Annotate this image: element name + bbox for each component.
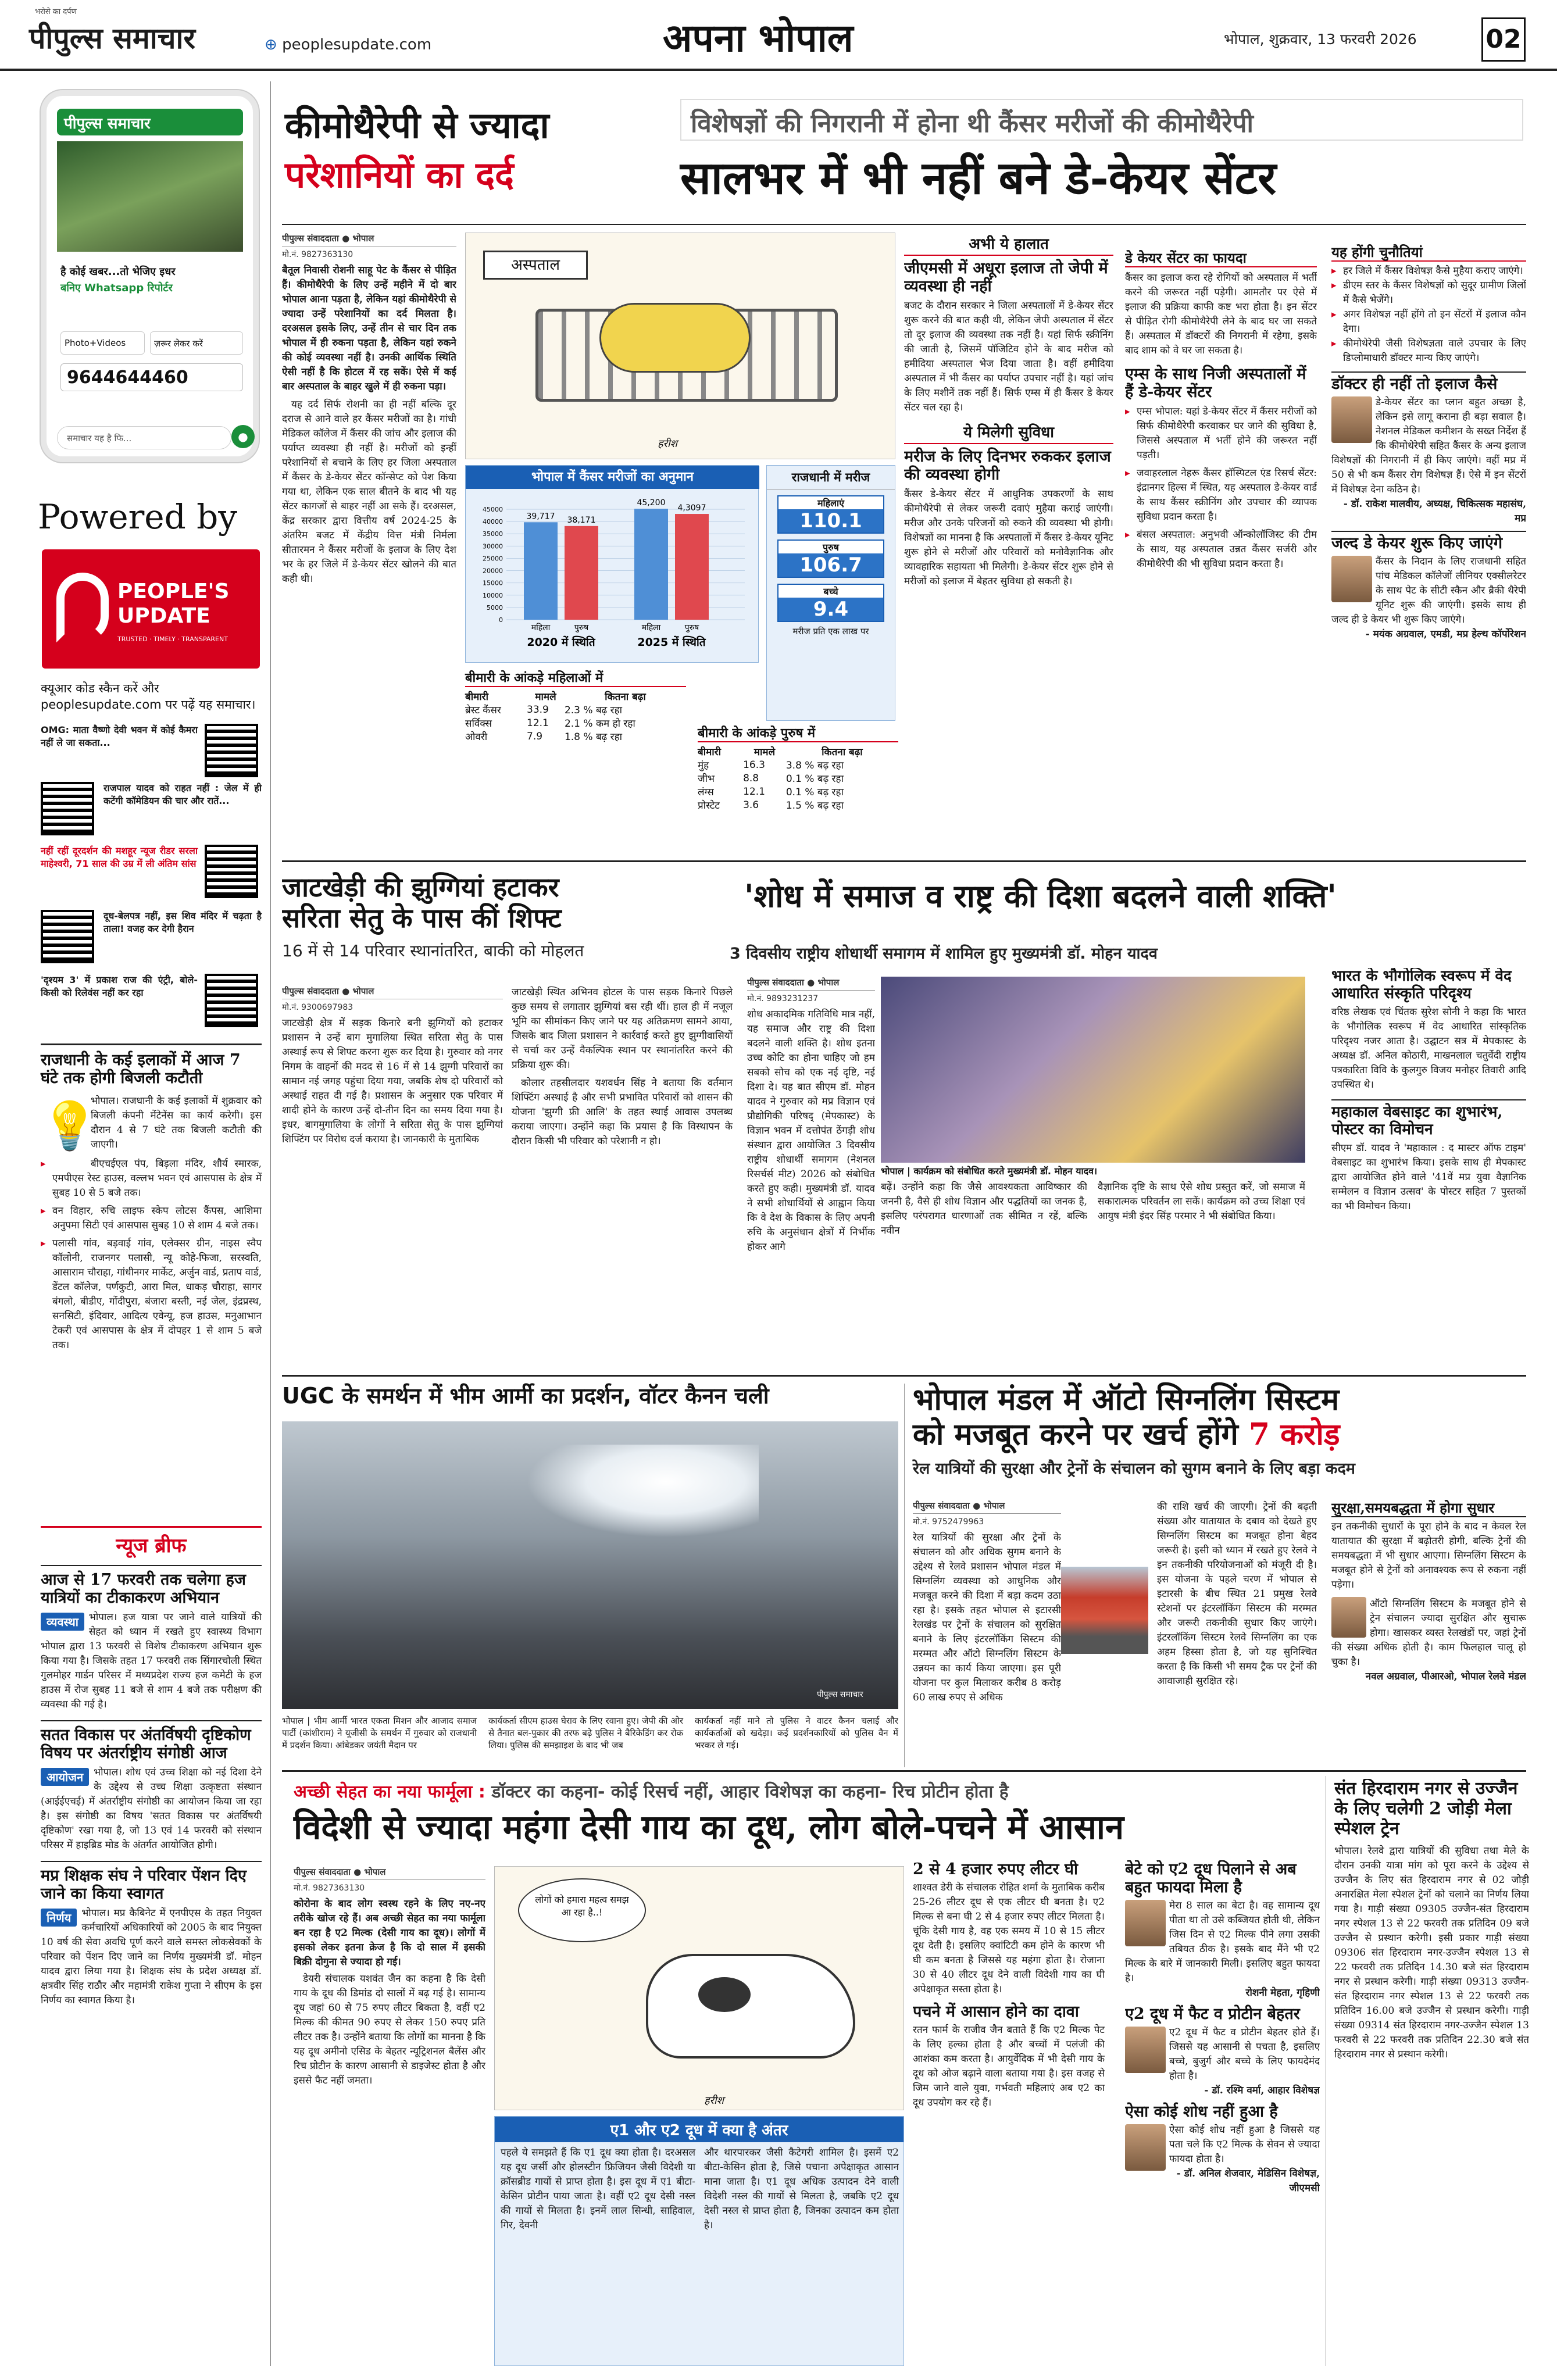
challenge-item: ▸ हर जिले में कैंसर विशेषज्ञ कैसे मुहैया कराए जाएंगे।	[1331, 264, 1526, 278]
website-link[interactable]	[265, 36, 431, 53]
body-text: कोरोना के बाद लोग स्वस्थ रहने के लिए नए-नए तरीके खोज रहे हैं। अब अच्छी सेहत का नया फार्मूला बन रहा है ए2 मिल्क (देसी गाय का दूध)। लोगों में इसको लेकर इतना क्रेज है कि दो साल में इसकी बिक्री दोगुना से ज्यादा हो गई।	[294, 1898, 485, 1968]
sub-headline: मरीज के लिए दिनभर रुककर इलाज की व्यवस्था होगी	[904, 448, 1111, 484]
jatkhedi-story	[282, 872, 735, 1372]
hospital-sign: अस्पताल	[483, 251, 588, 280]
qr-code[interactable]	[41, 782, 94, 835]
quote-author: रोशनी मेहता, गृहिणी	[1245, 1987, 1320, 1999]
quote-author: - डॉ. अनिल शेजवार, मेडिसिन विशेषज्ञ, जीएमसी	[1176, 2168, 1320, 2195]
shodh-photo-caption: भोपाल | कार्यक्रम को संबोधित करते मुख्यमंत्री डॉ. मोहन यादव।	[881, 1166, 1098, 1177]
rail-hl1: भोपाल मंडल में ऑटो सिग्नलिंग सिस्टम	[913, 1382, 1340, 1417]
rail-side	[1331, 1500, 1526, 1767]
stat-label: बच्चे	[823, 586, 838, 597]
x-tick-label: महिला	[531, 623, 551, 632]
news-brief	[41, 1526, 262, 2369]
quote-text: डे-केयर सेंटर का प्लान बहुत अच्छा है, लेकिन इसे लागू कराना ही बड़ा सवाल है। नेशनल मेडिकल कमीशन के सख्त निर्देश हैं कि कीमोथेरेपी सहित कैंसर के अन्य इलाज विशेषज्ञों की निगरानी में ही किए जाएंगे। वहीं मप्र में 50 से भी कम कैंसर रोग विशेषज्ञ हैं। ऐसे में इन सेंटरों में विशेषज्ञ देना कठिन है।	[1331, 396, 1526, 495]
y-tick-label: 35000	[483, 530, 503, 538]
table-row: मुंह 16.3 3.8 % बढ़ रहा	[698, 759, 844, 771]
jatkhedi-col1	[282, 985, 503, 1147]
hospital-item: ▸ एम्स भोपाल: यहां डे-केयर सेंटर में कैंसर मरीजों को सिर्फ कीमोथैरेपी करवाकर घर जाने की सुविधा है, जिससे अस्पताल में भर्ती होने की जरूरत नहीं पड़ती।	[1125, 405, 1317, 463]
bar	[634, 509, 668, 620]
stat-value: 106.7	[779, 553, 883, 577]
qr-item[interactable]	[41, 782, 262, 834]
page-number: 02	[1481, 17, 1526, 62]
capital-stat	[777, 584, 884, 622]
y-tick-label: 40000	[483, 518, 503, 526]
sub-headline: 2 से 4 हजार रुपए लीटर घी	[913, 1860, 1078, 1878]
byline-phone: मो.नं. 9893231237	[747, 994, 819, 1003]
promo-line1: है कोई खबर...तो भेजिए इधर	[60, 266, 176, 278]
shodh-side	[1331, 968, 1526, 1375]
byline: पीपुल्स संवाददाता ● भोपाल	[747, 977, 875, 991]
capital-stat	[777, 495, 884, 534]
bar-value-label: 45,200	[637, 498, 666, 508]
chart-svg	[466, 489, 759, 663]
sub-headline: ए2 दूध में फैट व प्रोटीन बेहतर	[1125, 2005, 1300, 2024]
y-tick-label: 15000	[483, 579, 503, 587]
doctor-photo	[1125, 2124, 1166, 2171]
body-text: इन तकनीकी सुधारों के पूरा होने के बाद न केवल रेल यातायात की सुरक्षा में बढ़ोतरी होगी, बल्कि ट्रेनों की समयबद्धता में भी सुधार आएगा। सिग्नलिंग सिस्टम के मजबूत होने से ट्रेनों को अनावश्यक रूप से रुकना नहीं पड़ेगा।	[1331, 1520, 1526, 1591]
scan-instruction: क्यूआर कोड स्कैन करें और peoplesupdate.com पर पढ़ें यह समाचार।	[41, 681, 256, 712]
body-text: रेल यात्रियों की सुरक्षा और ट्रेनों के संचालन को और अधिक सुगम बनाने के उद्देश्य से रेलवे प्रशासन भोपाल मंडल में सिग्नलिंग व्यवस्था को आधुनिक और मजबूत करने की दिशा में बड़ा कदम उठा रहा है। इसके तहत भोपाल से इटारसी रेलखंड पर ट्रेनों के संचालन को सुरक्षित बनाने के लिए इंटरलॉकिंग सिस्टम की मरम्मत और ऑटो सिग्नलिंग सिस्टम के उन्नयन का कार्य किया जाएगा। इस पूरी योजना पर कुल मिलाकर करीब 8 करोड़ 60 लाख रुपए से अधिक	[913, 1532, 1061, 1703]
y-tick-label: 30000	[483, 542, 503, 551]
bulb-icon: 💡	[41, 1099, 99, 1153]
rule	[282, 224, 1526, 225]
shodh-photo	[881, 977, 1305, 1163]
promo-photo	[57, 141, 243, 252]
sub-headline: यह होंगी चुनौतियां	[1331, 244, 1526, 262]
rail-amount: 7 करोड़	[1248, 1416, 1340, 1452]
chart-title: भोपाल में कैंसर मरीजों का अनुमान	[466, 466, 759, 489]
brief-title: न्यूज ब्रीफ	[41, 1526, 262, 1558]
jatkhedi-col2	[512, 985, 733, 1149]
body-text: की राशि खर्च की जाएगी। ट्रेनों की बढ़ती संख्या और यातायात के दबाव को देखते हुए सिग्नलिंग सिस्टम का मजबूत होना बेहद जरूरी है। इसी को ध्यान में रखते हुए रेलवे ने इन तकनीकी परियोजनाओं को मंजूरी दी है। इस योजना के पहले चरण में भोपाल से इटारसी के बीच स्थित 21 प्रमुख रेलवे स्टेशनों पर इंटरलॉकिंग सिस्टम की मरम्मत और जरूरी तकनीकी सुधार किए जाएंगे। इंटरलॉकिंग सिस्टम रेलवे सिग्नलिंग का एक अहम हिस्सा होता है, जो यह सुनिश्चित करता है कि किसी भी समय ट्रैक पर ट्रेनों की आवाजाही सुरक्षित रहे।	[1157, 1501, 1317, 1687]
cancer-col1	[282, 233, 456, 855]
milk-headline: विदेशी से ज्यादा महंगा देसी गाय का दूध, लोग बोले-पचने में आसान	[294, 1807, 1124, 1847]
rail-col2	[1157, 1500, 1317, 1767]
shodh-deck: 3 दिवसीय राष्ट्रीय शोधार्थी समागम में शामिल हुए मुख्यमंत्री डॉ. मोहन यादव	[730, 945, 1158, 963]
sub-headline: ऐसा कोई शोध नहीं हुआ है	[1125, 2103, 1278, 2121]
mother-photo	[1125, 1900, 1166, 1946]
body-text: जाटखेड़ी स्थित अभिनव होटल के पास सड़क किनारे पिछले कुछ समय से लगातार झुग्गियां बस रही थीं। हाल ही में नजूल भूमि का सीमांकन किए जाने पर यह अतिक्रमण सामने आया, जिसके बाद जिला प्रशासन ने कार्रवाई करते हुए झुग्गीवासियों से चर्चा कर उन्हें वैकल्पिक स्थान पर स्थानांतरित करने की प्रक्रिया शुरू की।	[512, 987, 733, 1071]
body-text: रतन फार्म के राजीव जैन बताते हैं कि ए2 मिल्क पेट के लिए हल्का होता है और बच्चों में पलंजी की आशंका कम करता है। आयुर्वेदिक में भी देसी गाय के दूध को ओज बढ़ाने वाला बताया गया है। इस वजह से जिम जाने वाले युवा, गर्भवती महिलाएं अब ए2 का दूध उपयोग कर रहे हैं।	[913, 2024, 1105, 2109]
hospital-cartoon	[465, 233, 895, 459]
bijli-headline: राजधानी के कई इलाकों में आज 7 घंटे तक होगी बिजली कटौती	[41, 1051, 241, 1088]
rail-hl2-text: को मजबूत करने पर खर्च होंगे 7 करोड़	[913, 1416, 1340, 1452]
train-photo	[1061, 1567, 1148, 1654]
section-rule	[282, 1375, 1526, 1377]
shodh-col1	[747, 977, 875, 1372]
body-text: कैंसर डे-केयर सेंटर में आधुनिक उपकरणों के साथ कीमोथैरेपी से लेकर जरूरी दवाएं मुहैया कराई जाएंगी। मरीज और उनके परिजनों को रुकने की व्यवस्था भी होगी। विशेषज्ञों का मानना है कि अस्पतालों में कैंसर डे-केयर यूनिट शुरू होने से मरीजों और परिवारों को मनोवैज्ञानिक और व्यावहारिक सहायता भी मिलेगी। डे-केयर सेंटर शुरू होने से मरीजों को इलाज में बेहतर सुविधा हो सकती है।	[904, 488, 1113, 588]
officer-photo	[1331, 556, 1372, 602]
box-text: पहले ये समझते हैं कि ए1 दूध क्या होता है। दरअसल यह दूध जर्सी और होलस्टीन फ्रिजियन जैसी विदेशी या क्रॉसब्रीड गायों से प्राप्त होता है। इस दूध में ए1 बीटा-केसिन प्रोटीन पाया जाता है। वहीं ए2 दूध देसी नस्ल की गायों से मिलता है। इनमें लाल सिन्धी, साहिवाल, गिर, देवनी	[501, 2147, 695, 2231]
body-text: शाश्वत डेरी के संचालक रोहित शर्मा के मुताबिक करीब 25-26 लीटर दूध से एक लीटर घी बनता है। ए2 मिल्क से बना घी 2 से 4 हजार रुपए लीटर मिलता है। चूंकि देसी गाय है, वह एक समय में 10 से 15 लीटर दूध देती है। इसलिए क्वांटिटी कम होने के कारण भी घी कम बनता है जिससे यह महंगा होता है। रोजाना 30 से 40 लीटर दूध देने वाली विदेशी गाय का घी अपेक्षाकृत सस्ता होता है।	[913, 1882, 1105, 1996]
bar	[675, 514, 709, 620]
body-text: वरिष्ठ लेखक एवं चिंतक सुरेश सोनी ने कहा कि भारत के भौगोलिक स्वरूप में वेद आधारित सांस्कृतिक परिदृश्य नजर आता है। उद्घाटन सत्र में मेपकास्ट के अध्यक्ष डॉ. अनिल कोठारी, माखनलाल चतुर्वेदी राष्ट्रीय पत्रकारिता विवि के कुलगुरु विजय मनोहर तिवारी आदि उपस्थित थे।	[1331, 1006, 1526, 1091]
qr-item-text: 'दृश्यम 3' में प्रकाश राज की एंट्री, बोले- किसी को रिलेवंस नहीं कर रहा	[41, 974, 198, 998]
bar-value-label: 38,171	[567, 515, 596, 525]
byline-phone: मो.नं. 9300697983	[282, 1003, 353, 1012]
group-label: 2025 में स्थिति	[637, 636, 706, 649]
speech-bubble: लोगों को हमारा महत्व समझ आ रहा है..!	[518, 1878, 646, 1942]
hospital-item: ▸ जवाहरलाल नेहरू कैंसर हॉस्पिटल एंड रिसर्च सेंटर: इंद्रानगर हिल्स में स्थित, यह अस्पताल डे-केयर वार्ड के साथ कैंसर स्क्रीनिंग और उपचार की व्यापक सुविधा प्रदान करता है।	[1125, 466, 1317, 524]
table-row: ब्रेस्ट कैंसर 33.9 2.3 % बढ़ रहा	[465, 703, 623, 716]
body-text: सीएम डॉ. यादव ने 'महाकाल : द मास्टर ऑफ टाइम' वेबसाइट का शुभारंभ किया। इसके साथ ही मेपकास्ट द्वारा आयोजित होने वाले '41वें मप्र युवा वैज्ञानिक सम्मेलन व विज्ञान उत्सव' के पोस्टर सहित 7 पुस्तकों का भी विमोचन किया।	[1331, 1142, 1526, 1212]
column-divider	[270, 81, 271, 2366]
bar	[565, 526, 598, 620]
milk-kicker-rest: डॉक्टर का कहना- कोई रिसर्च नहीं, आहार विशेषज्ञ का कहना- रिच प्रोटीन होता है	[491, 1782, 1009, 1802]
brief-headline: मप्र शिक्षक संघ ने परिवार पेंशन दिए जाने का किया स्वागत	[41, 1861, 262, 1903]
table-row: प्रोस्टेट 3.6 1.5 % बढ़ रहा	[698, 799, 844, 812]
section-rule	[282, 860, 1526, 862]
pu-brand: PEOPLE'S UPDATE	[117, 580, 230, 628]
milk-col3	[1125, 1860, 1320, 2366]
hospital-item: ▸ बंसल अस्पताल: अनुभवी ऑन्कोलॉजिस्ट की टीम के साथ, यह अस्पताल उन्नत कैंसर सर्जरी और कीमोथैरेपी की भी सुविधा प्रदान करता है।	[1125, 528, 1317, 571]
caption-text: भोपाल | भीम आर्मी भारत एकता मिशन और आजाद समाज पार्टी (कांशीराम) ने यूजीसी के समर्थन में गुरुवार को राजधानी में प्रदर्शन किया। आंबेडकर जयंती मैदान पर	[282, 1716, 477, 1750]
qr-code[interactable]	[41, 910, 94, 963]
body-text: कैंसर का इलाज करा रहे रोगियों को अस्पताल में भर्ती करने की जरूरत नहीं पड़ेगी। आमतौर पर ऐसे में इलाज की प्रक्रिया काफी कष्ट भरा होता है। इन सेंटर से पीड़ित रोगी कीमोथैरेपी लेने के बाद घर जा सकते हैं। अस्पताल में डॉक्टरों की निगरानी में रहेगा, इसके बाद शाम को वे घर जा सकता है।	[1125, 271, 1317, 356]
rail-headline	[913, 1382, 1529, 1478]
x-tick-label: महिला	[641, 623, 661, 632]
sub-headline: एम्स के साथ निजी अस्पतालों में हैं डे-केयर सेंटर	[1125, 364, 1306, 401]
powered-by-label: Powered by	[38, 497, 238, 537]
rail-deck: रेल यात्रियों की सुरक्षा और ट्रेनों के संचालन को सुगम बनाने के लिए बड़ा कदम	[913, 1459, 1355, 1478]
jatkhedi-hl1: जाटखेड़ी की झुग्गियां हटाकर	[282, 872, 559, 903]
milk-col2	[913, 1860, 1105, 2366]
byline-phone: मो.नं. 9827363130	[282, 250, 353, 259]
bar	[524, 522, 558, 620]
quote-text: ए2 दूध में फैट व प्रोटीन बेहतर होते हैं। जिससे यह आसानी से पचता है, इसलिए बच्चे, बुजुर्ग और बच्चे के लिए फायदेमंद होता है।	[1169, 2027, 1320, 2082]
promo-phone[interactable]: 9644644460	[60, 363, 243, 391]
sub-headline: जीएमसी में अधूरा इलाज तो जेपी में व्यवस्था ही नहीं	[904, 259, 1108, 296]
table-row: ओवरी 7.9 1.8 % बढ़ रहा	[465, 730, 623, 743]
x-tick-label: पुरुष	[574, 623, 589, 632]
cartoonist: हरीश	[704, 2095, 724, 2107]
body-text: बजट के दौरान सरकार ने जिला अस्पतालों में डे-केयर सेंटर शुरू करने की बात कही थी, लेकिन जेपी अस्पताल में सेंटर तो दूर इलाज की व्यवस्था तक नहीं है। यहां सिर्फ स्क्रीनिंग की जाती है, जिसमें पॉजिटिव होने के बाद मरीज को हमीदिया अस्पताल भेज दिया जाता है। वहीं हमीदिया अस्पताल में भी कैंसर का पर्याप्त उपचार नहीं है। यहां जांच के लिए मशीनें तक नहीं हैं। सिर्फ एम्स में ही कैंसर डे केयर सेंटर चल रहा है।	[904, 300, 1113, 414]
cancer-hl2: परेशानियों का दर्द	[285, 153, 514, 196]
brief-body: भोपाल। हज यात्रा पर जाने वाले यात्रियों की सेहत को ध्यान में रखते हुए स्वास्थ्य विभाग भोपाल द्वारा 13 फरवरी से विशेष टीकाकरण अभियान शुरू किया गया है। जिसके तहत 17 फरवरी तक सिंगारचोली स्थित गुलमोहर गार्डन परिसर में मध्यप्रदेश राज्य हज कमेटी के हज हाउस में रोज सुबह 11 बजे से शाम 4 बजे तक परीक्षण की व्यवस्था की गई है।	[41, 1611, 262, 1711]
bijli-story	[41, 1044, 262, 1520]
shodh-col3	[1098, 1180, 1305, 1372]
stat-label: महिलाएं	[779, 496, 883, 509]
men-table	[698, 724, 898, 852]
qr-item-text: OMG: माता वैष्णो देवी भवन में कोई कैमरा नहीं ले जा सकता...	[41, 724, 198, 748]
jatkhedi-deck: 16 में से 14 परिवार स्थानांतरित, बाकी को मोहलत	[282, 941, 584, 960]
sub-headline: डे केयर सेंटर का फायदा	[1125, 250, 1317, 267]
box-text: और थारपारकर जैसी कैटेगरी शामिल है। इसमें ए2 बीटा-केसिन होता है, जिसे पचाना अपेक्षाकृत आसान माना जाता है। ए1 दूध अधिक उत्पादन देने वाली विदेशी नस्ल की गायों से मिलता है, जबकि ए2 दूध देसी नस्ल से प्राप्त होता है, जिनका उत्पादन कम होता है।	[704, 2147, 899, 2231]
y-tick-label: 25000	[483, 555, 503, 563]
cancer-col2	[904, 233, 1113, 855]
byline: पीपुल्स संवाददाता ● भोपाल	[282, 233, 456, 246]
bijli-item: ▸ पलासी गांव, बड़वाई गांव, एलेक्सर ग्रीन, नाइस स्वैप कॉलोनी, राजनगर पलासी, न्यू कोहे-फिजा, सरस्वति, आसाराम चौराहा, गांधीनगर मार्केट, अर्जुन वार्ड, प्रताप वार्ड, डेंटल कॉलेज, पर्णकुटी, आरा मिल, धाकड़ चौराहा, सागर बंगलो, बीडीए, गोंदीपुरा, बंजारा बस्ती, नई जेल, इंद्रप्रस्थ, सनसिटी, इंदिवार, आदित्य एवेन्यू, हज हाउस, मनुआभान टेकरी एवं आसपास के क्षेत्र में दोपहर 1 से शाम 5 बजे तक।	[41, 1237, 262, 1353]
dateline: भोपाल, शुक्रवार, 13 फरवरी 2026	[1224, 31, 1417, 48]
quote-author: - डॉ. राकेश मालवीय, अध्यक्ष, चिकित्सक महासंघ, मप्र	[1343, 498, 1526, 524]
cancer-col4	[1331, 244, 1526, 855]
bijli-item: ▸ वन विहार, रुचि लाइफ स्केप लोटस कैंपस, आशिमा अनुपमा सिटी एवं आसपास सुबह 10 से शाम 4 बजे तक।	[41, 1204, 262, 1233]
ugc-headline: UGC के समर्थन में भीम आर्मी का प्रदर्शन, वॉटर कैनन चली	[282, 1383, 769, 1409]
capital-note: मरीज प्रति एक लाख पर	[792, 626, 869, 637]
cancer-left-headline	[285, 105, 663, 196]
ugc-photo	[282, 1421, 898, 1709]
bijli-item: ▸ बीएचईएल पंप, बिड़ला मंदिर, शौर्य स्मारक, एमपीएस रेस्ट हाउस, वल्लभ भवन एवं आसपास के क्षेत्र में सुबह 10 से 5 बजे तक।	[41, 1157, 262, 1200]
y-tick-label: 45000	[483, 506, 503, 513]
challenge-item: ▸ कीमोथेरेपी जैसी विशेषज्ञता वाले उपचार के लिए डिप्लोमाधारी डॉक्टर मान्य किए जाएंगे।	[1331, 337, 1526, 366]
qr-item-text: राजपाल यादव को राहत नहीं : जेल में ही कटेंगी कॉमेडियन की चार और रातें...	[103, 782, 262, 806]
sub-headline: डॉक्टर ही नहीं तो इलाज कैसे	[1331, 371, 1526, 393]
photo-credit: पीपुल्स समाचार	[817, 1690, 863, 1699]
cartoonist: हरीश	[658, 438, 677, 450]
cancer-main-headline: सालभर में भी नहीं बने डे-केयर सेंटर	[680, 152, 1276, 205]
y-tick-label: 10000	[483, 591, 503, 599]
quote-author: नवल अग्रवाल, पीआरओ, भोपाल रेलवे मंडल	[1365, 1670, 1526, 1682]
stat-value: 9.4	[779, 598, 883, 621]
doctor-photo	[1331, 396, 1372, 443]
body-text: भोपाल। रेलवे द्वारा यात्रियों की सुविधा तथा मेले के दौरान उनकी यात्रा मांग को पूरा करने के उद्देश्य से उज्जैन के लिए संत हिरदाराम नगर से 02 जोड़ी अनारक्षित मेला स्पेशल ट्रेनों को चलाने का निर्णय लिया गया है। गाड़ी संख्या 09305 उज्जैन-संत हिरदाराम नगर स्पेशल 13 से 22 फरवरी तक प्रतिदिन 09 बजे उज्जैन से प्रस्थान करेगी। इसी प्रकार गाड़ी संख्या 09306 संत हिरदाराम नगर-उज्जैन स्पेशल 13 से 22 फरवरी तक प्रतिदिन 14.30 बजे संत हिरदाराम नगर से प्रस्थान करेगी। गाड़ी संख्या 09313 उज्जैन-संत हिरदाराम नगर स्पेशल 13 से 22 फरवरी तक प्रतिदिन 16.00 बजे उज्जैन से प्रस्थान करेगी। गाड़ी संख्या 09314 संत हिरदाराम नगर-उज्जैन स्पेशल 13 फरवरी से 22 फरवरी तक प्रतिदिन 22.30 बजे संत हिरदाराम नगर से प्रस्थान करेगी।	[1334, 1845, 1529, 2060]
train-story	[1334, 1779, 1529, 2366]
water-cannon-spray	[526, 1445, 759, 1538]
challenge-item: ▸ डीएम स्तर के कैंसर विशेषज्ञों को सुदूर ग्रामीण जिलों में कैसे भेजेंगे।	[1331, 278, 1526, 308]
promo-brand: पीपुल्स समाचार	[64, 115, 151, 133]
body-text: वैज्ञानिक दृष्टि के साथ ऐसे शोध प्रस्तुत करें, जो समाज में सकारात्मक परिवर्तन ला सकें। कार्यक्रम को उच्च शिक्षा एवं आयुष मंत्री इंदर सिंह परमार ने भी संबोधित किया।	[1098, 1181, 1305, 1222]
quote-text: कैंसर के निदान के लिए राजधानी सहित पांच मेडिकल कॉलेजों लीनियर एक्सीलरेटर के साथ पेट के सीटी स्कैन और ब्रैकी थैरेपी यूनिट शुरू की जाएंगी। इसके साथ ही जल्द ही डे केयर भी शुरू किए जाएंगे।	[1331, 555, 1526, 626]
promo-header	[57, 109, 243, 135]
body-text: शोध अकादमिक गतिविधि मात्र नहीं, यह समाज और राष्ट्र की दिशा बदलने वाली शक्ति है। शोध इतना उच्च कोटि का होना चाहिए जो हम सबको सोच को एक नई दृष्टि, नई दिशा दे। यह बात सीएम डॉ. मोहन यादव ने गुरुवार को मप्र विज्ञान एवं प्रौद्योगिकी परिषद् (मेपकास्ट) के विज्ञान भवन में दत्तोपंत ठेंगड़ी शोध संस्थान द्वारा आयोजित 3 दिवसीय राष्ट्रीय शोधार्थी समागम (नेशनल रिसर्चर्स मीट) 2026 को संबोधित करते हुए कही। मुख्यमंत्री डॉ. यादव ने सभी शोधार्थियों से आह्वान किया कि वे देश के विकास के लिए अपनी रुचि के अनुसंधान क्षेत्रों में निर्भीक होकर आगे	[747, 1009, 875, 1253]
brief-tag: आयोजन	[41, 1768, 89, 1786]
brief-headline: सतत विकास पर अंतर्विषयी दृष्टिकोण विषय पर अंतर्राष्ट्रीय संगोष्ठी आज	[41, 1720, 262, 1762]
sub-headline: महाकाल वेबसाइट का शुभारंभ, पोस्टर का विमोचन	[1331, 1099, 1526, 1139]
caption-text: कार्यकर्ता नहीं माने तो पुलिस ने वाटर कैनन चलाई और कार्यकर्ताओं को खदेड़ा। कई प्रदर्शनकारियों को पुलिस वैन में भरकर ले गई।	[695, 1716, 898, 1750]
table-row: जीभ 8.8 0.1 % बढ़ रहा	[698, 772, 844, 785]
bar-value-label: 39,717	[526, 512, 555, 521]
rail-col1	[913, 1500, 1061, 1767]
sub-headline: सुरक्षा,समयबद्धता में होगा सुधार	[1331, 1500, 1526, 1517]
ugc-caption	[282, 1715, 898, 1764]
milk-kicker-red: अच्छी सेहत का नया फार्मूला :	[294, 1782, 485, 1802]
box-title: ए1 और ए2 दूध में क्या है अंतर	[495, 2117, 904, 2142]
website-text: peoplesupdate.com	[282, 36, 432, 53]
globe-icon: ⊕	[265, 36, 283, 53]
bijli-lead: भोपाल। राजधानी के कई इलाकों में शुक्रवार को बिजली कंपनी मेंटेनेंस का कार्य करेगी। इस दौरान 4 से 7 घंटे तक बिजली कटौती की जाएगी।	[91, 1095, 262, 1151]
qr-code[interactable]	[205, 724, 258, 777]
cow-spots	[698, 1977, 751, 2012]
kicker: अभी ये हालात	[904, 233, 1113, 256]
y-tick-label: 0	[499, 616, 503, 624]
cancer-chart	[465, 465, 759, 663]
sub-headline: जल्द डे केयर शुरू किए जाएंगे	[1331, 531, 1526, 552]
section-rule	[282, 1770, 1526, 1772]
shodh-col2	[881, 1180, 1087, 1372]
qr-item[interactable]	[41, 910, 262, 968]
byline-phone: मो.नं. 9752479963	[913, 1517, 984, 1527]
qr-item[interactable]	[41, 845, 262, 897]
brief-body: भोपाल। मप्र कैबिनेट में एनपीएस के तहत नियुक्त कर्मचारियों अधिकारियों को 2005 के बाद नियुक्त 10 वर्ष की सेवा अवधि पूर्ण करने वाले समस्त लोकसेवकों के परिवार को पेंशन दिए जाने का निर्णय मुख्यमंत्री डॉ. मोहन यादव द्वारा लिया गया है। शिक्षक संघ के प्रदेश अध्यक्ष डॉ. क्षत्रवीर सिंह राठौर और महामंत्री राकेश गुप्ता ने सीएम के इस निर्णय का स्वागत किया है।	[41, 1907, 262, 2007]
patient-illustration	[599, 303, 751, 373]
byline-phone: मो.नं. 9827363130	[294, 1884, 365, 1893]
pu-icon	[56, 573, 109, 642]
dietitian-photo	[1125, 2027, 1166, 2073]
qr-item[interactable]	[41, 974, 262, 1032]
brief-tag: निर्णय	[41, 1909, 77, 1927]
body-text: कोलार तहसीलदार यशवर्धन सिंह ने बताया कि वर्तमान शिफ्टिंग अस्थाई है और सभी प्रभावित परिवारों को शासन की योजना 'झुग्गी फ्री आलि' के तहत स्थाई आवास उपलब्ध कराया जाएगा। उन्होंने कहा कि प्रयास है कि विस्थापन के दौरान किसी भी परिवार को परेशानी न हो।	[512, 1077, 733, 1147]
qr-item[interactable]	[41, 724, 262, 776]
pro-photo	[1331, 1597, 1366, 1638]
cancer-kicker: विशेषज्ञों की निगरानी में होना थी कैंसर मरीजों की कीमोथैरेपी	[680, 99, 1523, 141]
cancer-col3	[1125, 250, 1317, 855]
body-text: बढ़ें। उन्होंने कहा कि जैसे आवश्यकता आविष्कार की जननी है, वैसे ही शोध विज्ञान और पद्धतियों का जनक है, इसलिए परंपरागत धारणाओं तक सीमित न रहें, बल्कि नवीन	[881, 1181, 1087, 1237]
sub-headline: पचने में आसान होने का दावा	[913, 2003, 1079, 2021]
men-caption: बीमारी के आंकड़े पुरुष में	[698, 724, 898, 742]
caption-text: कार्यकर्ता सीएम हाउस घेराव के लिए रवाना हुए। जेपी की ओर से तैनात बल-पुकार की तरफ बढ़े पुलिस ने बैरिकेडिंग कर रोक लिया। पुलिस की समझाइश के बाद भी जब	[488, 1716, 683, 1750]
milk-col1	[294, 1866, 485, 2366]
train-headline: संत हिरदाराम नगर से उज्जैन के लिए चलेगी 2 जोड़ी मेला स्पेशल ट्रेन	[1334, 1779, 1518, 1839]
section-title: अपना भोपाल	[663, 15, 854, 60]
quote-text: ऐसा कोई शोध नहीं हुआ है जिससे यह पता चले कि ए2 मिल्क के सेवन से ज्यादा फायदा होता है।	[1169, 2124, 1320, 2165]
stat-label: पुरुष	[823, 542, 839, 553]
cow-cartoon	[494, 1866, 904, 2110]
y-tick-label: 5000	[487, 603, 503, 612]
promo-field-photo[interactable]: Photo+Videos	[60, 331, 145, 355]
challenge-item: ▸ अगर विशेषज्ञ नहीं होंगे तो इन सेंटरों में इलाज कौन देगा।	[1331, 308, 1526, 337]
promo-field-contact[interactable]: ज़रूर लेकर करें	[150, 331, 243, 355]
qr-code[interactable]	[205, 974, 258, 1027]
body-text: डेयरी संचालक यशवंत जैन का कहना है कि देसी गाय के दूध की डिमांड दो सालों में बढ़ गई है। सामान्य दूध जहां 60 से 75 रुपए लीटर बिकता है, वहीं ए2 मिल्क की कीमत 90 रुपए से लेकर 150 रुपए प्रति लीटर तक है। उन्होंने बताया कि लोगों का मानना है कि यह दूध अमीनो एसिड के बेहतर न्यूट्रिशनल बैलेंस और रिच प्रोटीन के कारण आसानी से डाइजेस्ट होता है और इससे फैट नहीं जमता।	[294, 1973, 485, 2086]
milk-difference-box	[494, 2116, 904, 2366]
capital-stat	[777, 539, 884, 578]
masthead	[0, 0, 1557, 71]
byline: पीपुल्स संवाददाता ● भोपाल	[913, 1500, 1061, 1514]
capital-box	[766, 465, 895, 721]
kicker: ये मिलेगी सुविधा	[904, 421, 1113, 444]
pu-tagline: TRUSTED · TIMELY · TRANSPARENT	[117, 635, 228, 643]
qr-code[interactable]	[205, 845, 258, 898]
x-tick-label: पुरुष	[684, 623, 699, 632]
byline: पीपुल्स संवाददाता ● भोपाल	[282, 985, 503, 999]
brief-body: भोपाल। शोध एवं उच्च शिक्षा को नई दिशा देने के उद्देश्य से उच्च शिक्षा उत्कृष्टता संस्थान (आईईएचई) में अंतर्राष्ट्रीय संगोष्ठी का आयोजन किया जा रहा है। इस संगोष्ठी का विषय 'सतत विकास पर अंतर्विषयी दृष्टिकोण' रखा गया है, जो 13 एवं 14 फरवरी को संस्थान परिसर में हाइब्रिड मोड के अंतर्गत आयोजित होगी।	[41, 1767, 262, 1852]
stat-value: 110.1	[779, 509, 883, 533]
column-divider	[904, 1384, 905, 1767]
bar-value-label: 4,3097	[677, 503, 706, 513]
logo-tagline: भरोसे का दर्पण	[35, 8, 77, 16]
body-text: जाटखेड़ी क्षेत्र में सड़क किनारे बनी झुग्गियों को हटाकर प्रशासन ने उन्हें बाग मुगालिया स्थित सरिता सेतु के पास अस्थाई रूप से शिफ्ट करना शुरू कर दिया है। गुरुवार को नगर निगम के वाहनों की मदद से 16 में से 14 झुग्गी परिवारों का सामान नई जगह पहुंचा दिया गया, जबकि शेष दो परिवारों को अस्थाई राहत दी गई है। प्रशासन के अनुसार एक परिवार में शादी होने के कारण उन्हें दो-तीन दिन का समय दिया गया है। इधर, बागमुगालिया के लोगों ने सरिता सेतु के पास झुग्गियां शिफ्टिंग पर विरोध दर्ज कराया है। जानकारी के मुताबिक	[282, 1017, 503, 1145]
table-row: सर्विक्स 12.1 2.1 % कम हो रहा	[465, 717, 635, 730]
quote-text: ऑटो सिग्नलिंग सिस्टम के मजबूत होने से ट्रेन संचालन ज्यादा सुरक्षित और सुचारू होगा। खासकर व्यस्त रेलखंडों पर, जहां ट्रेनों की संख्या अधिक होती है। काम फिलहाल चालू हो चुका है।	[1331, 1598, 1526, 1668]
brief-tag: व्यवस्था	[41, 1613, 84, 1631]
brief-headline: आज से 17 फरवरी तक चलेगा हज यात्रियों का टीकाकरण अभियान	[41, 1565, 262, 1607]
women-caption: बीमारी के आंकड़े महिलाओं में	[465, 669, 686, 687]
milk-kicker	[294, 1779, 1294, 1803]
sub-headline: भारत के भौगोलिक स्वरूप में वेद आधारित संस्कृति परिदृश्य	[1331, 968, 1512, 1002]
jatkhedi-hl2: सरिता सेतु के पास कीं शिफ्ट	[282, 902, 562, 934]
mic-icon[interactable]: ●	[231, 425, 255, 448]
women-table	[465, 669, 686, 791]
sub-headline: बेटे को ए2 दूध पिलाने से अब बहुत फायदा मिला है	[1125, 1860, 1297, 1897]
men-data-table	[698, 745, 898, 812]
promo-chat-bar[interactable]: समाचार यह है फि...	[57, 426, 231, 449]
qr-item-text: नहीं रहीं दूरदर्शन की मशहूर न्यूज रीडर सरला माहेश्वरी, 71 साल की उम्र में ली अंतिम सांस	[41, 845, 198, 869]
table-header-row: बीमारी मामले कितना बढ़ा	[465, 691, 646, 703]
cancer-hl1: कीमोथैरेपी से ज्यादा	[285, 104, 549, 146]
whatsapp-promo	[41, 90, 259, 462]
quote-author: - मयंक अग्रवाल, एमडी, मप्र हेल्थ कॉर्पोरेशन	[1365, 628, 1526, 640]
shodh-headline: 'शोध में समाज व राष्ट्र की दिशा बदलने वाली शक्ति'	[744, 877, 1337, 914]
women-data-table	[465, 689, 686, 743]
quote-author: - डॉ. रश्मि वर्मा, आहार विशेषज्ञ	[1204, 2085, 1320, 2097]
cow-illustration	[646, 1954, 855, 2059]
byline: पीपुल्स संवाददाता ● भोपाल	[294, 1866, 485, 1880]
cancer-body: यह दर्द सिर्फ रोशनी का ही नहीं बल्कि दूर दराज से आने वाले हर कैंसर मरीजों का है। गांधी मेडिकल कॉलेज में कैंसर की जांच और इलाज की पर्याप्त व्यवस्था ही नहीं है। मरीजों को इन्हीं परेशानियों से बचाने के लिए हर जिला अस्पताल में कैंसर के डे-केयर सेंटर कॉन्सेप्ट को पेश किया गया था, लेकिन एक साल बीतने के बाद भी यह सेंटर कागजों से बाहर नहीं आ सके हैं। दरअसल, केंद्र सरकार द्वारा वित्तीय वर्ष 2024-25 के अंतरिम बजट में केंद्रीय वित्त मंत्री निर्मला सीतारमन ने कैंसर मरीजों के इलाज के लिए देश भर के हर जिले में डे-केयर सेंटर खोलने की बात कही थी।	[282, 399, 456, 585]
table-header-row: बीमारी मामले कितना बढ़ा	[698, 746, 863, 758]
quote-text: मेरा 8 साल का बेटा है। वह सामान्य दूध पीता था तो उसे कब्जियत होती थी, लेकिन जिस दिन से ए2 मिल्क पीने लगा उसकी तबियत ठीक है। इसके बाद मैंने भी ए2 मिल्क के बारे में जानकारी मिली। इसलिए बहुत फायदा है।	[1125, 1900, 1320, 1985]
rail-hl2	[913, 1417, 1529, 1452]
logo[interactable]: पीपुल्स समाचार	[29, 21, 195, 55]
capital-title: राजधानी में मरीज	[767, 466, 895, 489]
promo-line2: बनिए Whatsapp रिपोर्टर	[60, 282, 173, 294]
y-tick-label: 20000	[483, 567, 503, 575]
peoples-update-logo[interactable]	[42, 549, 260, 669]
table-row: लंग्स 12.1 0.1 % बढ़ रहा	[698, 785, 844, 798]
group-label: 2020 में स्थिति	[527, 636, 595, 649]
cancer-body: बैतूल निवासी रोशनी साहू पेट के कैंसर से पीड़ित हैं। कीमोथैरेपी के लिए उन्हें महीने में दो बार भोपाल आना पड़ता है, लेकिन यहां कीमोथैरेपी से ज्यादा उन्हें परेशानियों का दर्द मिलता है। दरअसल इसके लिए, उन्हें तीन से चार दिन तक भोपाल में ही रुकना पड़ता है, लेकिन यहां रुकने की कोई व्यवस्था नहीं है। उनकी आर्थिक स्थिति ऐसी नहीं है कि होटल में रह सकें। ऐसे में कई बार अस्पताल के बाहर खुले में ही रुकना पड़ा।	[282, 265, 456, 392]
qr-item-text: दूध-बेलपत्र नहीं, इस शिव मंदिर में चढ़ता है ताला! वजह कर देगी हैरान	[103, 910, 262, 934]
